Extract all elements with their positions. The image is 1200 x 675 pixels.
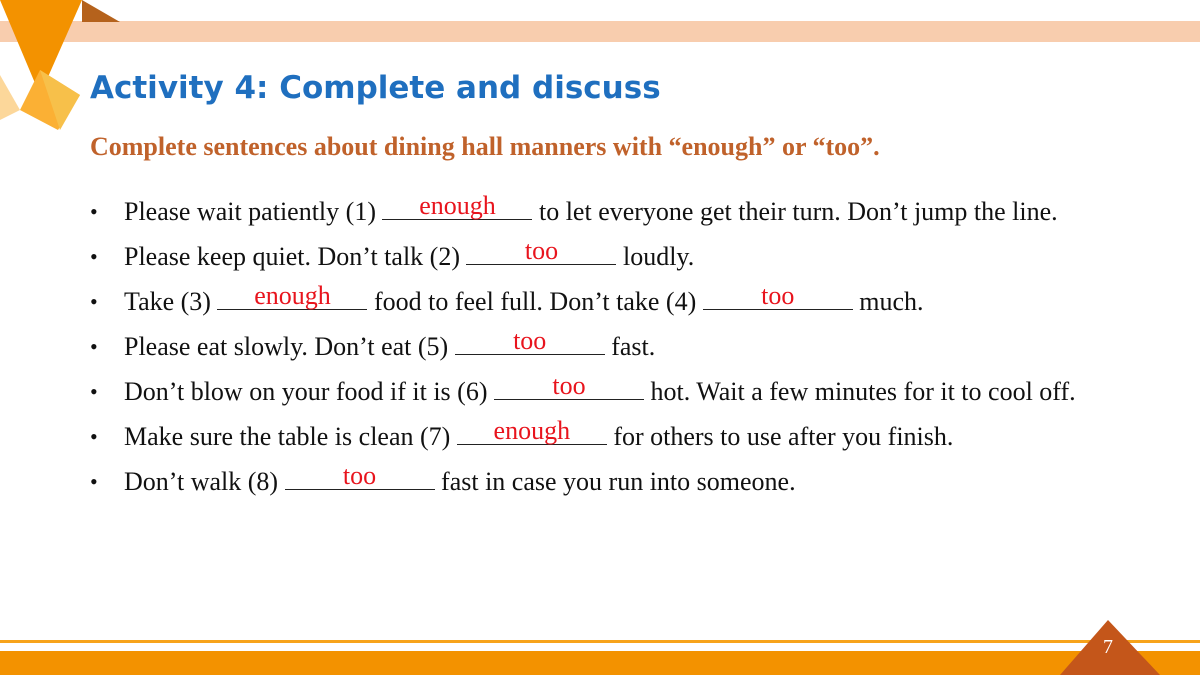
answer-text: too: [552, 371, 586, 400]
answer-blank: [457, 416, 607, 445]
page-number: 7: [1103, 636, 1113, 658]
sentence-text: fast in case you run into someone.: [441, 467, 796, 496]
bottom-decorative-band: [0, 651, 1200, 675]
sentence-text: food to feel full. Don’t take (4): [373, 287, 703, 316]
answer-blank: [466, 236, 616, 265]
instruction-text: Complete sentences about dining hall manners with “enough” or “too”.: [90, 132, 880, 161]
list-item: [90, 369, 1130, 414]
answer-text: too: [761, 281, 795, 310]
list-item: [90, 279, 1130, 324]
list-item: [90, 324, 1130, 369]
bullet: •: [90, 469, 98, 494]
bullet: •: [90, 379, 98, 404]
bottom-accent-line: [0, 640, 1200, 643]
bullet: •: [90, 244, 98, 269]
sentence-text: fast.: [611, 332, 656, 361]
bullet: •: [90, 199, 98, 224]
sentence-text: hot. Wait a few minutes for it to cool off.: [650, 377, 1076, 406]
sentence-text: Don’t walk (8): [124, 467, 285, 496]
list-item: [90, 234, 1130, 279]
answer-text: too: [513, 326, 547, 355]
sentence-text: Please keep quiet. Don’t talk (2): [124, 242, 467, 271]
sentence-text: Make sure the table is clean (7): [124, 422, 457, 451]
sentence-list: [90, 189, 1130, 504]
answer-text: enough: [419, 191, 496, 220]
bullet: •: [90, 424, 98, 449]
sentence-text: Please wait patiently (1): [124, 197, 383, 226]
list-item: [90, 414, 1130, 459]
answer-blank: [703, 281, 853, 310]
bullet: •: [90, 289, 98, 314]
sentence-text: Take (3): [124, 287, 218, 316]
answer-blank: [217, 281, 367, 310]
answer-blank: [285, 461, 435, 490]
answer-blank: [494, 371, 644, 400]
answer-blank: [382, 191, 532, 220]
list-item: [90, 189, 1130, 234]
sentence-text: to let everyone get their turn. Don’t jump the line.: [538, 197, 1058, 226]
sentence-text: loudly.: [622, 242, 695, 271]
corner-decoration: [0, 0, 130, 135]
answer-text: too: [524, 236, 559, 265]
sentence-text: Don’t blow on your food if it is (6): [124, 377, 494, 406]
answer-text: too: [342, 461, 377, 490]
sentence-text: much.: [859, 287, 924, 316]
list-item: [90, 459, 1130, 504]
sentence-text: Please eat slowly. Don’t eat (5): [124, 332, 455, 361]
bullet: •: [90, 334, 98, 359]
answer-blank: [455, 326, 605, 355]
top-decorative-band: [0, 21, 1200, 42]
answer-text: enough: [493, 416, 571, 445]
slide-title: Activity 4: Complete and discuss: [90, 70, 661, 106]
sentence-text: for others to use after you finish.: [613, 422, 954, 451]
answer-text: enough: [254, 281, 331, 310]
